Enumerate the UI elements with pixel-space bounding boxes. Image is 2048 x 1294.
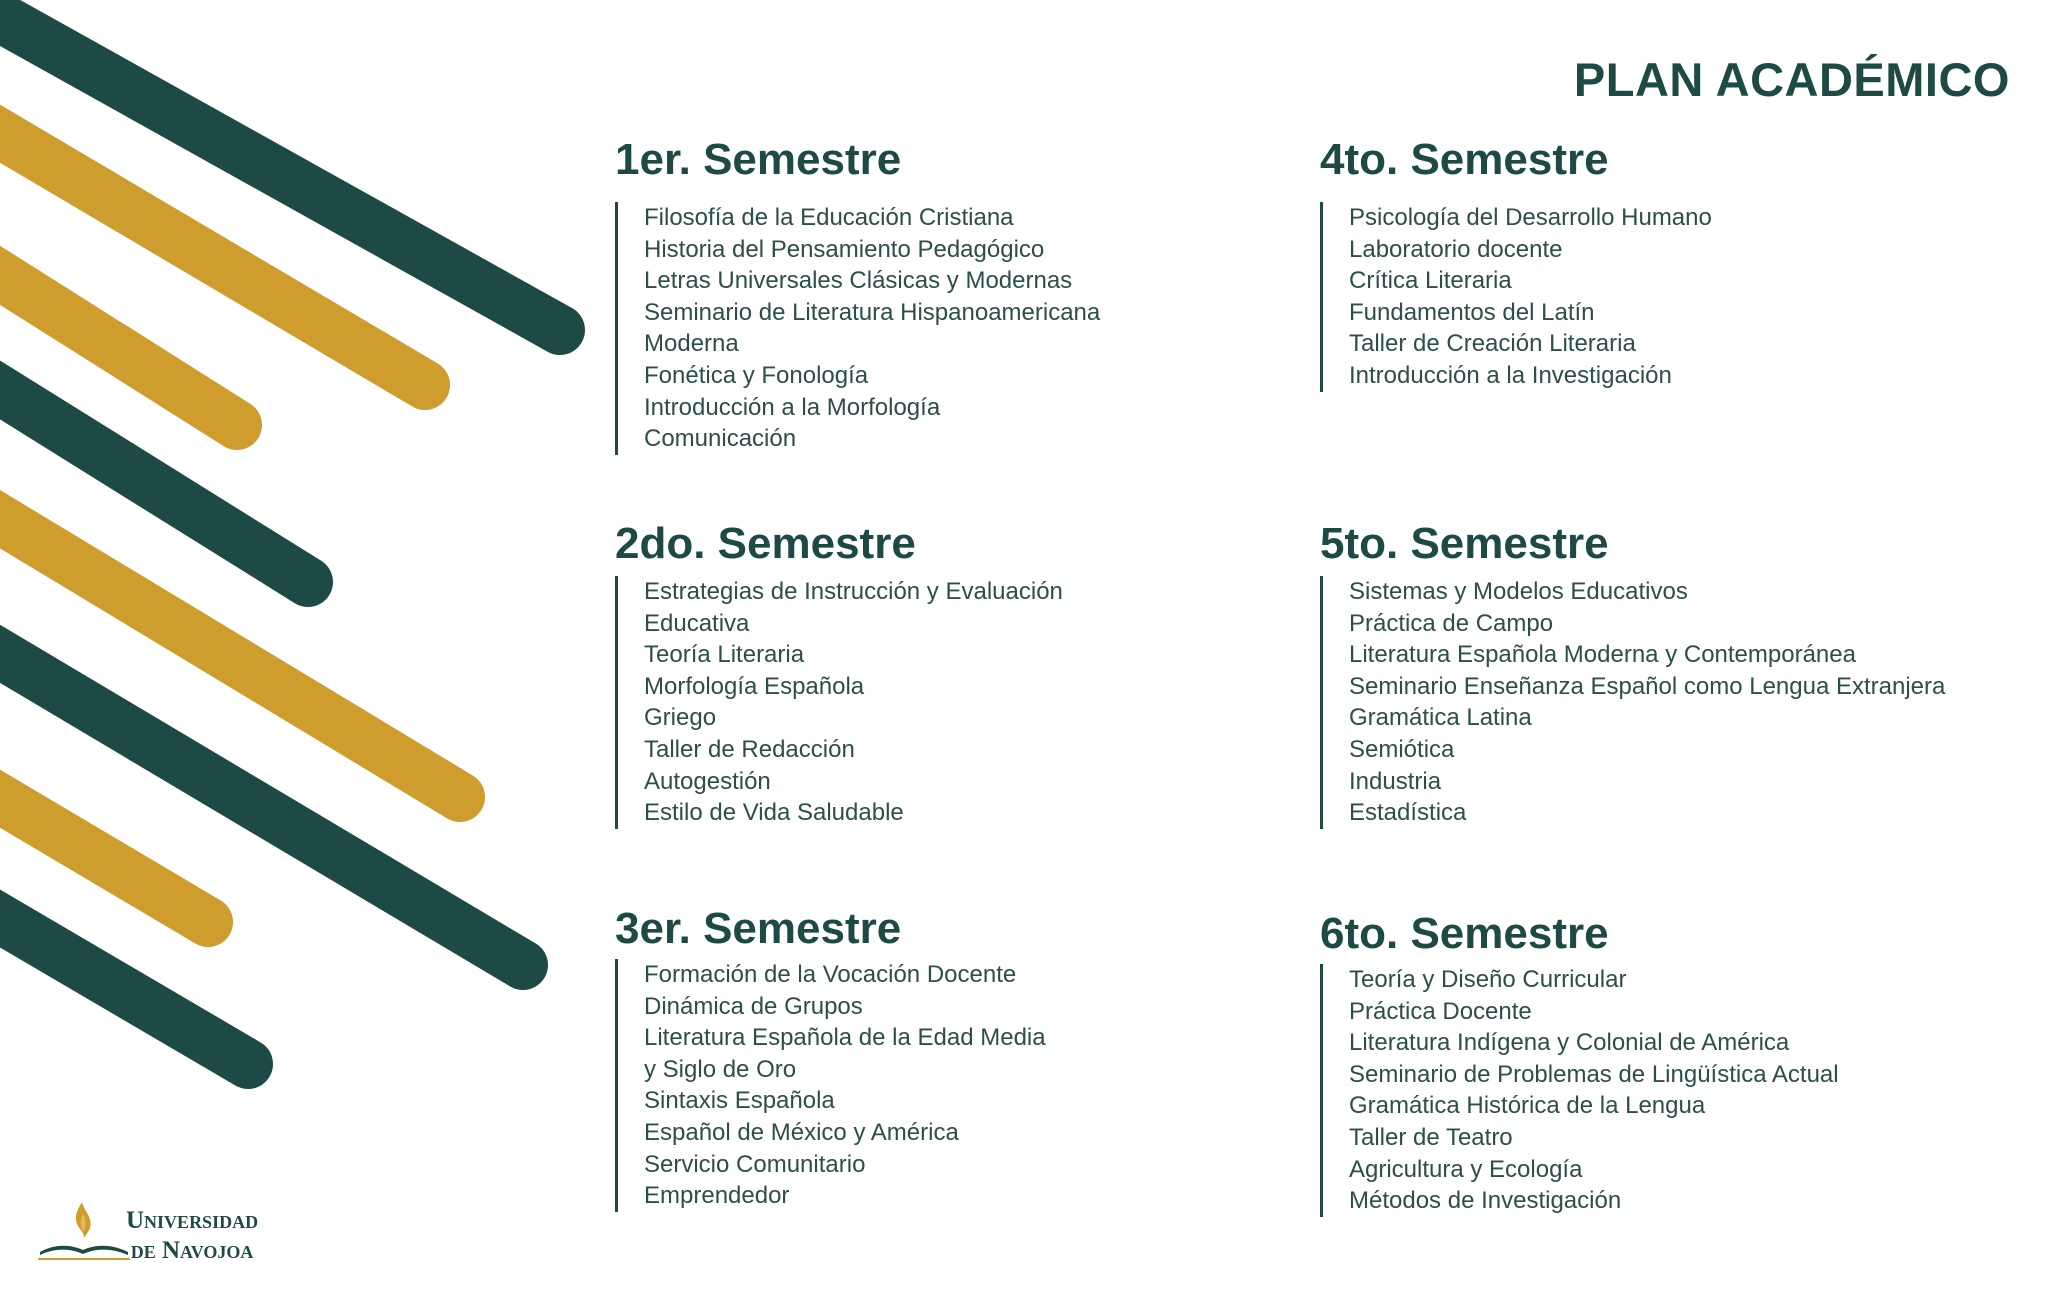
course-item: Introducción a la Morfología xyxy=(644,393,941,421)
course-item: Moderna xyxy=(644,330,739,358)
course-item: Taller de Redacción xyxy=(644,735,855,763)
semester-4 xyxy=(1320,134,1712,392)
course-item: Fonética y Fonología xyxy=(644,361,869,389)
logo-line-1: Universidad xyxy=(126,1207,259,1234)
course-item: Crítica Literaria xyxy=(1349,267,1512,295)
course-item: Literatura Española de la Edad Media xyxy=(644,1024,1046,1052)
course-item: Sistemas y Modelos Educativos xyxy=(1349,578,1688,605)
course-list xyxy=(615,576,1063,829)
course-item: Seminario Enseñanza Español como Lengua Extranjera xyxy=(1349,672,1946,700)
course-list xyxy=(615,959,1046,1212)
course-item: Agricultura y Ecología xyxy=(1349,1155,1583,1183)
course-item: Historia del Pensamiento Pedagógico xyxy=(644,235,1045,263)
flame-book-icon xyxy=(36,1198,132,1264)
course-item: Servicio Comunitario xyxy=(644,1150,866,1178)
stripe-gold-4 xyxy=(0,775,208,922)
course-item: Seminario de Problemas de Lingüística Actual xyxy=(1349,1060,1839,1088)
course-item: Práctica Docente xyxy=(1349,997,1532,1025)
course-item: Literatura Española Moderna y Contemporánea xyxy=(1349,641,1856,669)
course-item: Español de México y América xyxy=(644,1118,959,1146)
course-item: Práctica de Campo xyxy=(1349,609,1554,637)
semester-heading: 3er. Semestre xyxy=(615,904,902,953)
university-logo xyxy=(36,1198,296,1268)
course-item: Sintaxis Española xyxy=(644,1087,835,1115)
course-item: Fundamentos del Latín xyxy=(1349,298,1595,326)
course-list xyxy=(1320,202,1712,392)
course-item: Comunicación xyxy=(644,425,797,453)
course-item: Semiótica xyxy=(1349,735,1455,763)
semester-6 xyxy=(1320,908,1839,1217)
course-item: Literatura Indígena y Colonial de América xyxy=(1349,1029,1790,1057)
semester-5 xyxy=(1320,518,1945,829)
course-list xyxy=(1320,964,1839,1217)
semester-2 xyxy=(615,518,1063,829)
course-item: Gramática Histórica de la Lengua xyxy=(1349,1092,1706,1120)
course-item: Teoría Literaria xyxy=(644,641,805,669)
course-item: Estilo de Vida Saludable xyxy=(644,799,904,827)
course-item: Dinámica de Grupos xyxy=(644,992,863,1020)
course-item: Introducción a la Investigación xyxy=(1349,361,1672,389)
semester-heading: 6to. Semestre xyxy=(1320,909,1609,958)
course-item: Letras Universales Clásicas y Modernas xyxy=(644,267,1073,295)
decorative-stripes xyxy=(0,0,600,1100)
course-item: Formación de la Vocación Docente xyxy=(644,961,1017,988)
course-list xyxy=(1320,576,1945,829)
course-item: Educativa xyxy=(644,609,750,637)
course-item: Taller de Creación Literaria xyxy=(1349,330,1636,358)
course-item: Gramática Latina xyxy=(1349,704,1532,732)
course-item: Autogestión xyxy=(644,767,771,795)
semester-heading: 2do. Semestre xyxy=(615,519,916,568)
course-item: Morfología Española xyxy=(644,672,865,700)
course-list xyxy=(615,202,1100,455)
logo-line-2: de Navojoa xyxy=(130,1237,254,1264)
semester-heading: 5to. Semestre xyxy=(1320,519,1609,568)
course-item: y Siglo de Oro xyxy=(644,1055,797,1083)
course-item: Seminario de Literatura Hispanoamericana xyxy=(644,298,1101,326)
semester-heading: 1er. Semestre xyxy=(615,135,902,184)
semester-3 xyxy=(615,903,1046,1212)
course-item: Griego xyxy=(644,704,717,732)
course-item: Métodos de Investigación xyxy=(1349,1187,1622,1215)
course-item: Taller de Teatro xyxy=(1349,1123,1513,1151)
course-item: Psicología del Desarrollo Humano xyxy=(1349,204,1712,231)
course-item: Laboratorio docente xyxy=(1349,235,1563,263)
page-title: PLAN ACADÉMICO xyxy=(1573,53,2010,106)
logo-text xyxy=(126,1206,258,1266)
course-item: Estrategias de Instrucción y Evaluación xyxy=(644,578,1063,605)
course-item: Filosofía de la Educación Cristiana xyxy=(644,204,1014,231)
semester-1 xyxy=(615,134,1100,455)
course-item: Estadística xyxy=(1349,799,1467,827)
semester-heading: 4to. Semestre xyxy=(1320,135,1609,184)
course-item: Teoría y Diseño Curricular xyxy=(1349,966,1627,993)
course-item: Emprendedor xyxy=(644,1182,790,1210)
course-item: Industria xyxy=(1349,767,1442,795)
